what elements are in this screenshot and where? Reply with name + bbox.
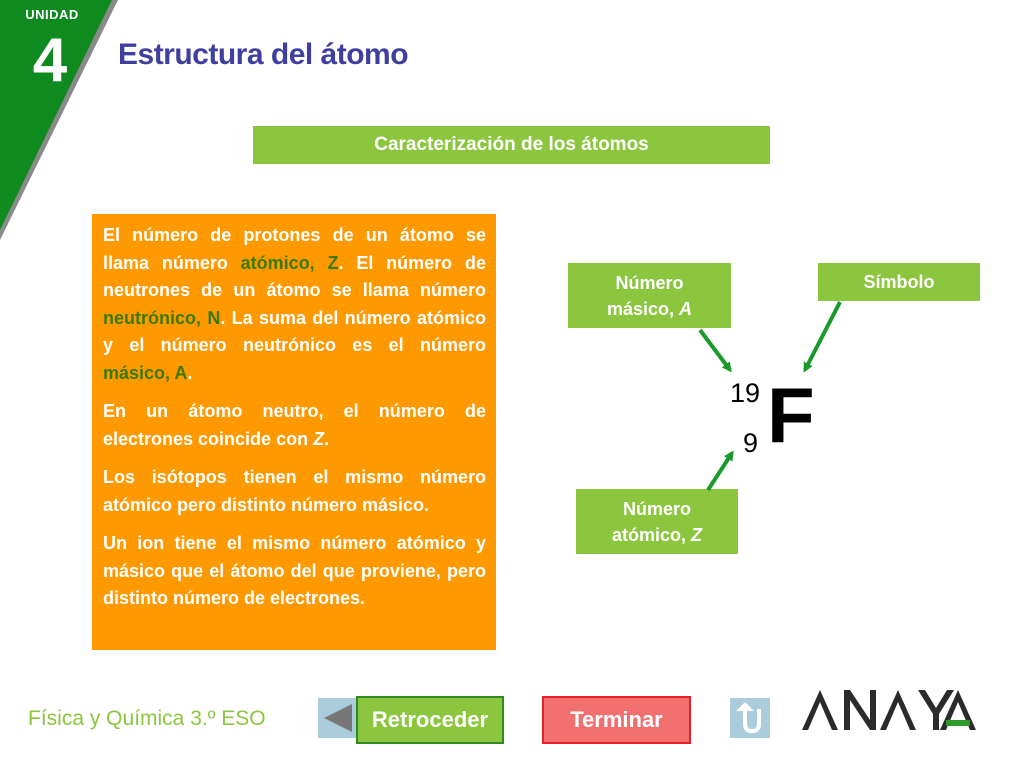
element-symbol: F	[767, 371, 815, 459]
unit-label: UNIDAD	[25, 7, 79, 22]
arrow-atomic	[708, 453, 732, 490]
return-icon	[730, 698, 770, 738]
arrow-symbol	[805, 302, 840, 370]
mass-number-value: 19	[730, 378, 761, 408]
highlight-atomic: atómico, Z	[240, 252, 339, 273]
paragraph-neutral-atom: En un átomo neutro, el número de electrones coincide con Z.	[103, 401, 486, 449]
atomic-number-value: 9	[743, 428, 759, 458]
back-arrow-button[interactable]	[318, 698, 358, 738]
retroceder-button[interactable]: Retroceder	[356, 696, 504, 744]
paragraph-ion: Un ion tiene el mismo número atómico y másico que el átomo del que proviene, pero distinto número de electrones.	[103, 533, 486, 608]
highlight-neutronic: neutrónico, N	[103, 307, 221, 328]
paragraph-numbers: El número de protones de un átomo se llama número atómico, Z. El número de neutrones de un átomo se llama número neutrónico, N. La suma del número atómico y el número neutrónico es el número másico, A.	[103, 225, 487, 383]
symbol-label: Símbolo	[818, 263, 980, 301]
paragraph-isotopes: Los isótopos tienen el mismo número atómico pero distinto número másico.	[103, 467, 486, 515]
highlight-mass: másico, A	[103, 362, 188, 383]
mass-number-label: Número másico, A	[568, 263, 731, 328]
unit-number: 4	[32, 26, 68, 95]
arrow-mass	[700, 330, 730, 370]
section-header: Caracterización de los átomos	[253, 126, 770, 164]
footer-subject: Física y Química 3.º ESO	[28, 707, 266, 730]
return-button[interactable]	[730, 698, 770, 738]
left-arrow-icon	[318, 698, 358, 738]
atomic-number-label: Número atómico, Z	[576, 489, 738, 554]
terminar-button[interactable]: Terminar	[542, 696, 691, 744]
anaya-logo	[800, 686, 980, 736]
page-title: Estructura del átomo	[118, 38, 409, 71]
